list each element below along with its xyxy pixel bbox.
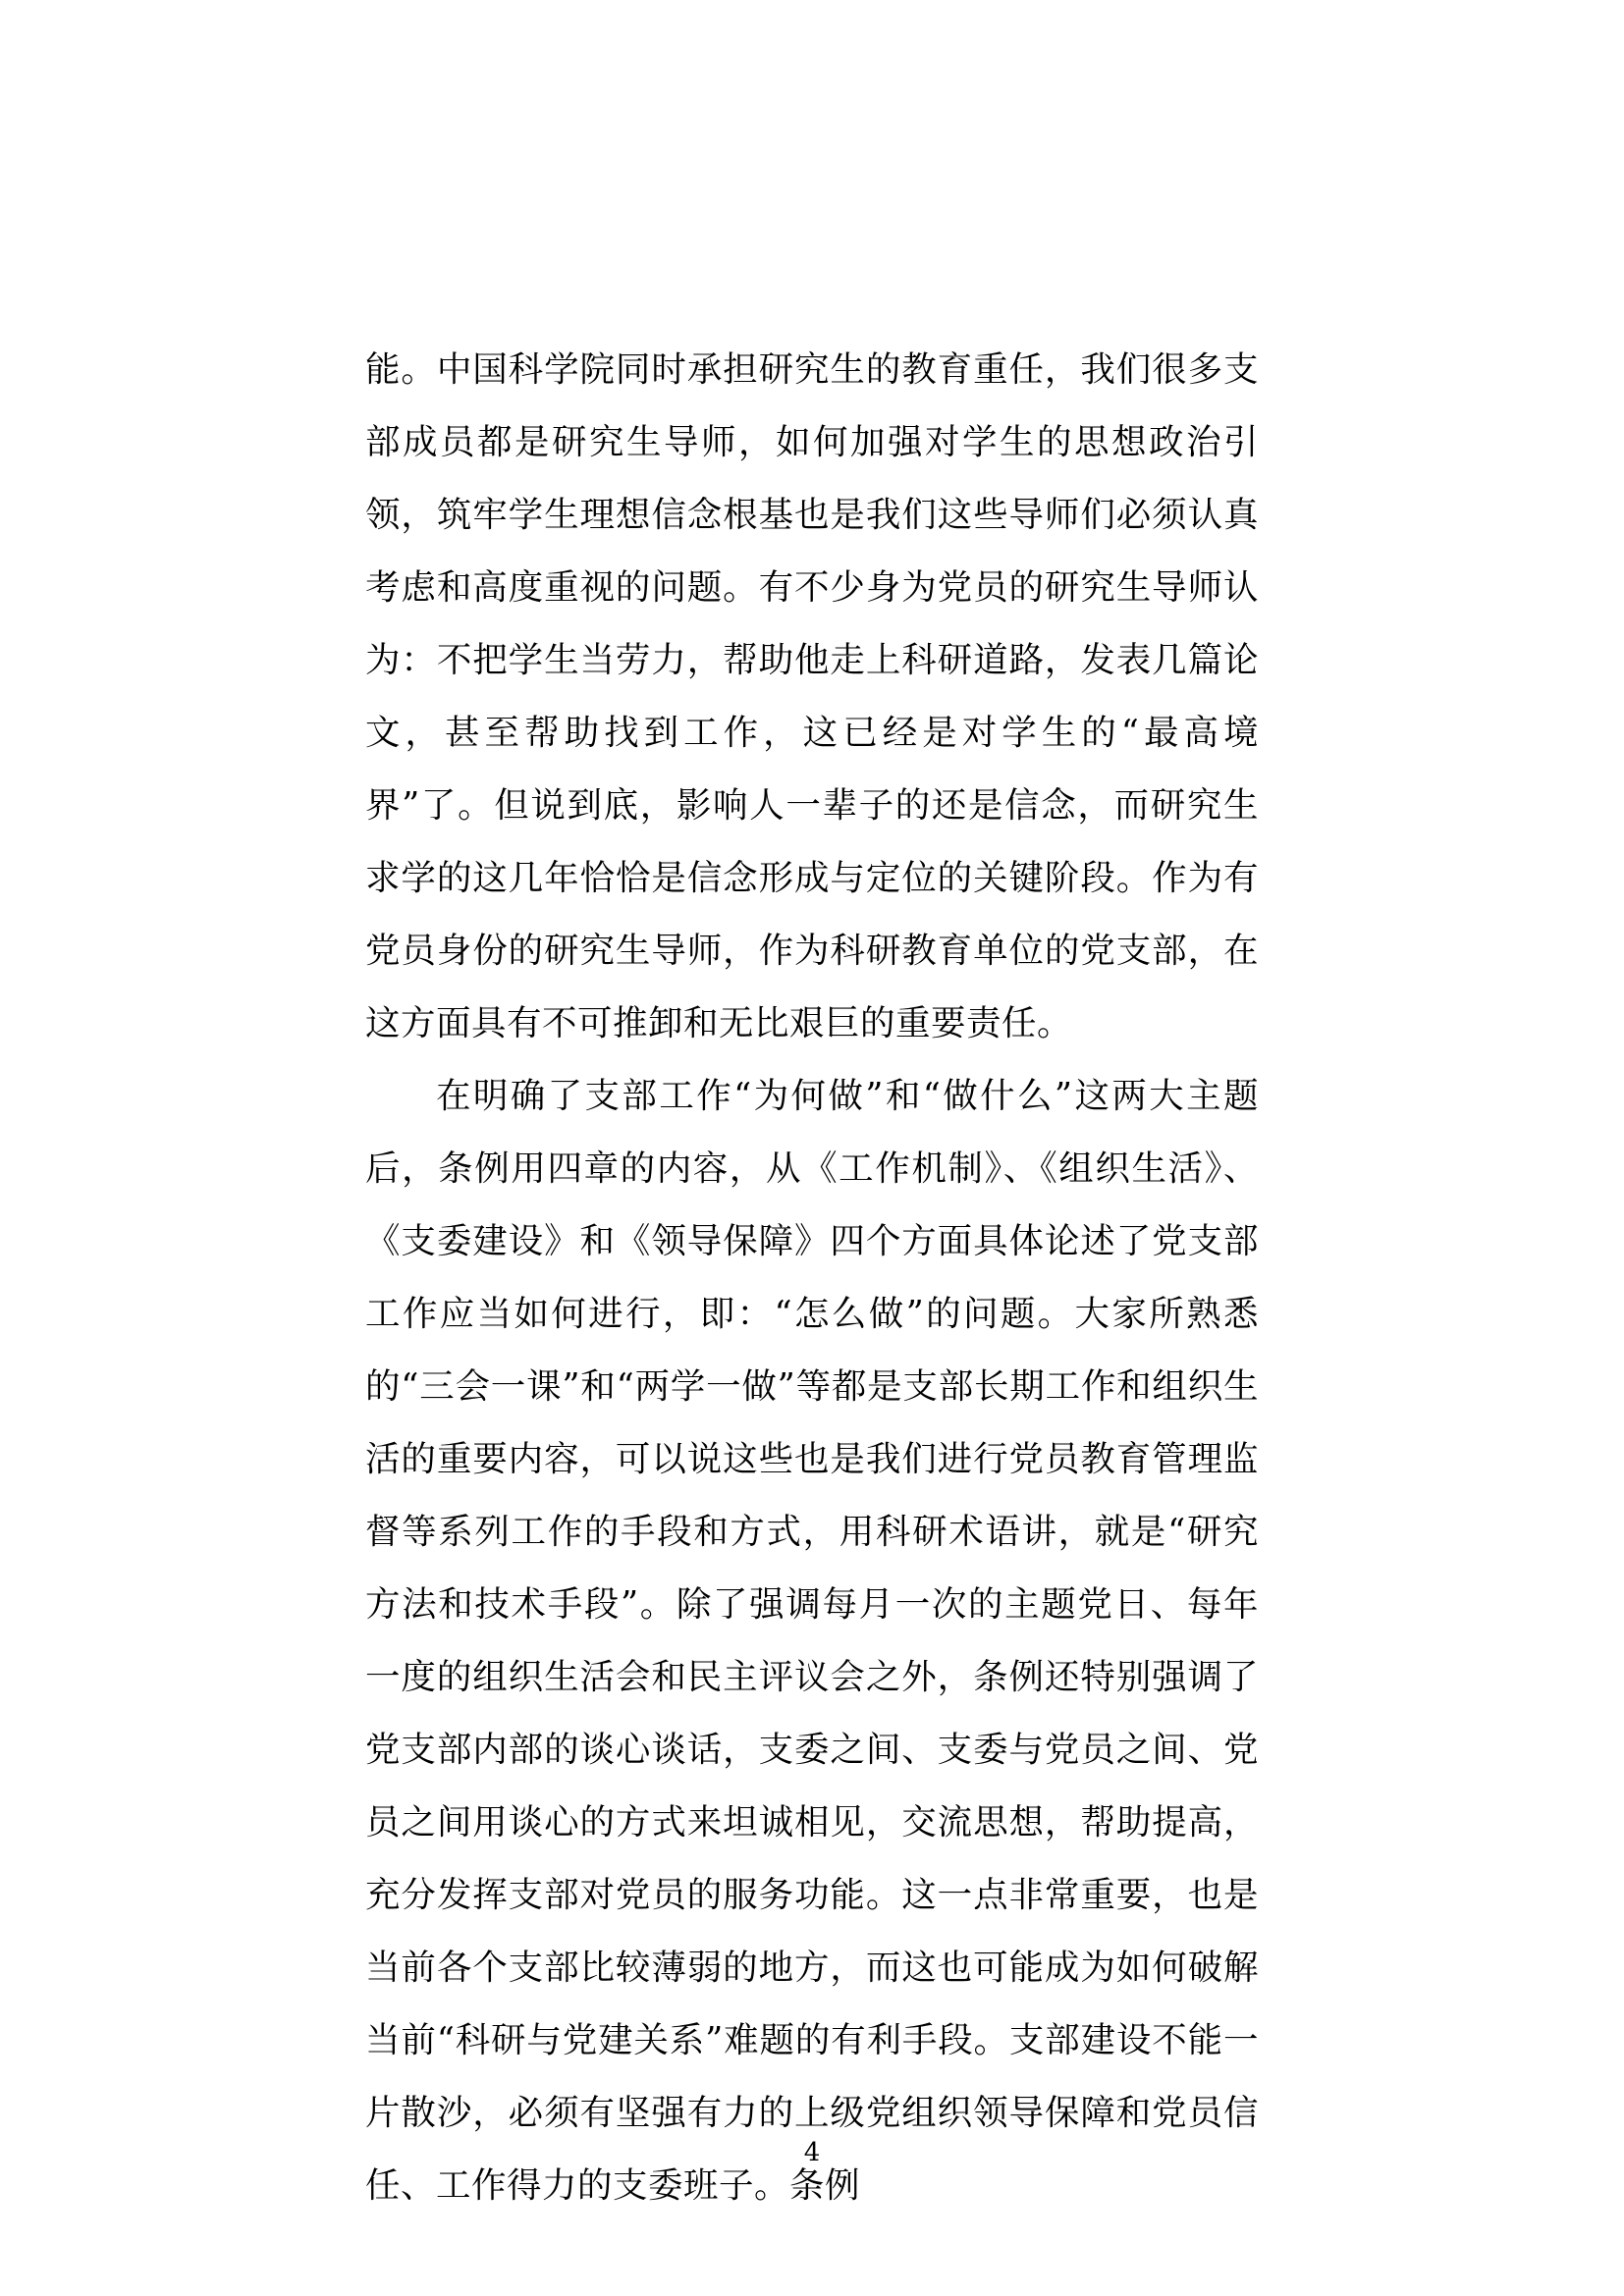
body-paragraph-2: 在明确了支部工作“为何做”和“做什么”这两大主题后，条例用四章的内容，从《工作机制》、《组织生活》、《支委建设》和《领导保障》四个方面具体论述了党支部工作应当如何进行，即：“怎么做”的问题。大家所熟悉的“三会一课”和“两学一做”等都是支部长期工作和组织生活的重要内容，可以说这些也是我们进行党员教育管理监督等系列工作的手段和方式，用科研术语讲，就是“研究方法和技术手段”。除了强调每月一次的主题党日、每年一度的组织生活会和民主评议会之外，条例还特别强调了党支部内部的谈心谈话，支委之间、支委与党员之间、党员之间用谈心的方式来坦诚相见，交流思想，帮助提高，充分发挥支部对党员的服务功能。这一点非常重要，也是当前各个支部比较薄弱的地方，而这也可能成为如何破解当前“科研与党建关系”难题的有利手段。支部建设不能一片散沙，必须有坚强有力的上级党组织领导保障和党员信任、工作得力的支委班子。条例 [365,1076,1259,2206]
page-body [365,334,1259,2222]
page-number: 4 [803,2138,821,2167]
body-paragraph-1: 能。中国科学院同时承担研究生的教育重任，我们很多支部成员都是研究生导师，如何加强对学生的思想政治引领，筑牢学生理想信念根基也是我们这些导师们必须认真考虑和高度重视的问题。有不少身为党员的研究生导师认为：不把学生当劳力，帮助他走上科研道路，发表几篇论文，甚至帮助找到工作，这已经是对学生的“最高境界”了。但说到底，影响人一辈子的还是信念，而研究生求学的这几年恰恰是信念形成与定位的关键阶段。作为有党员身份的研究生导师，作为科研教育单位的党支部，在这方面具有不可推卸和无比艰巨的重要责任。 [365,349,1259,1043]
